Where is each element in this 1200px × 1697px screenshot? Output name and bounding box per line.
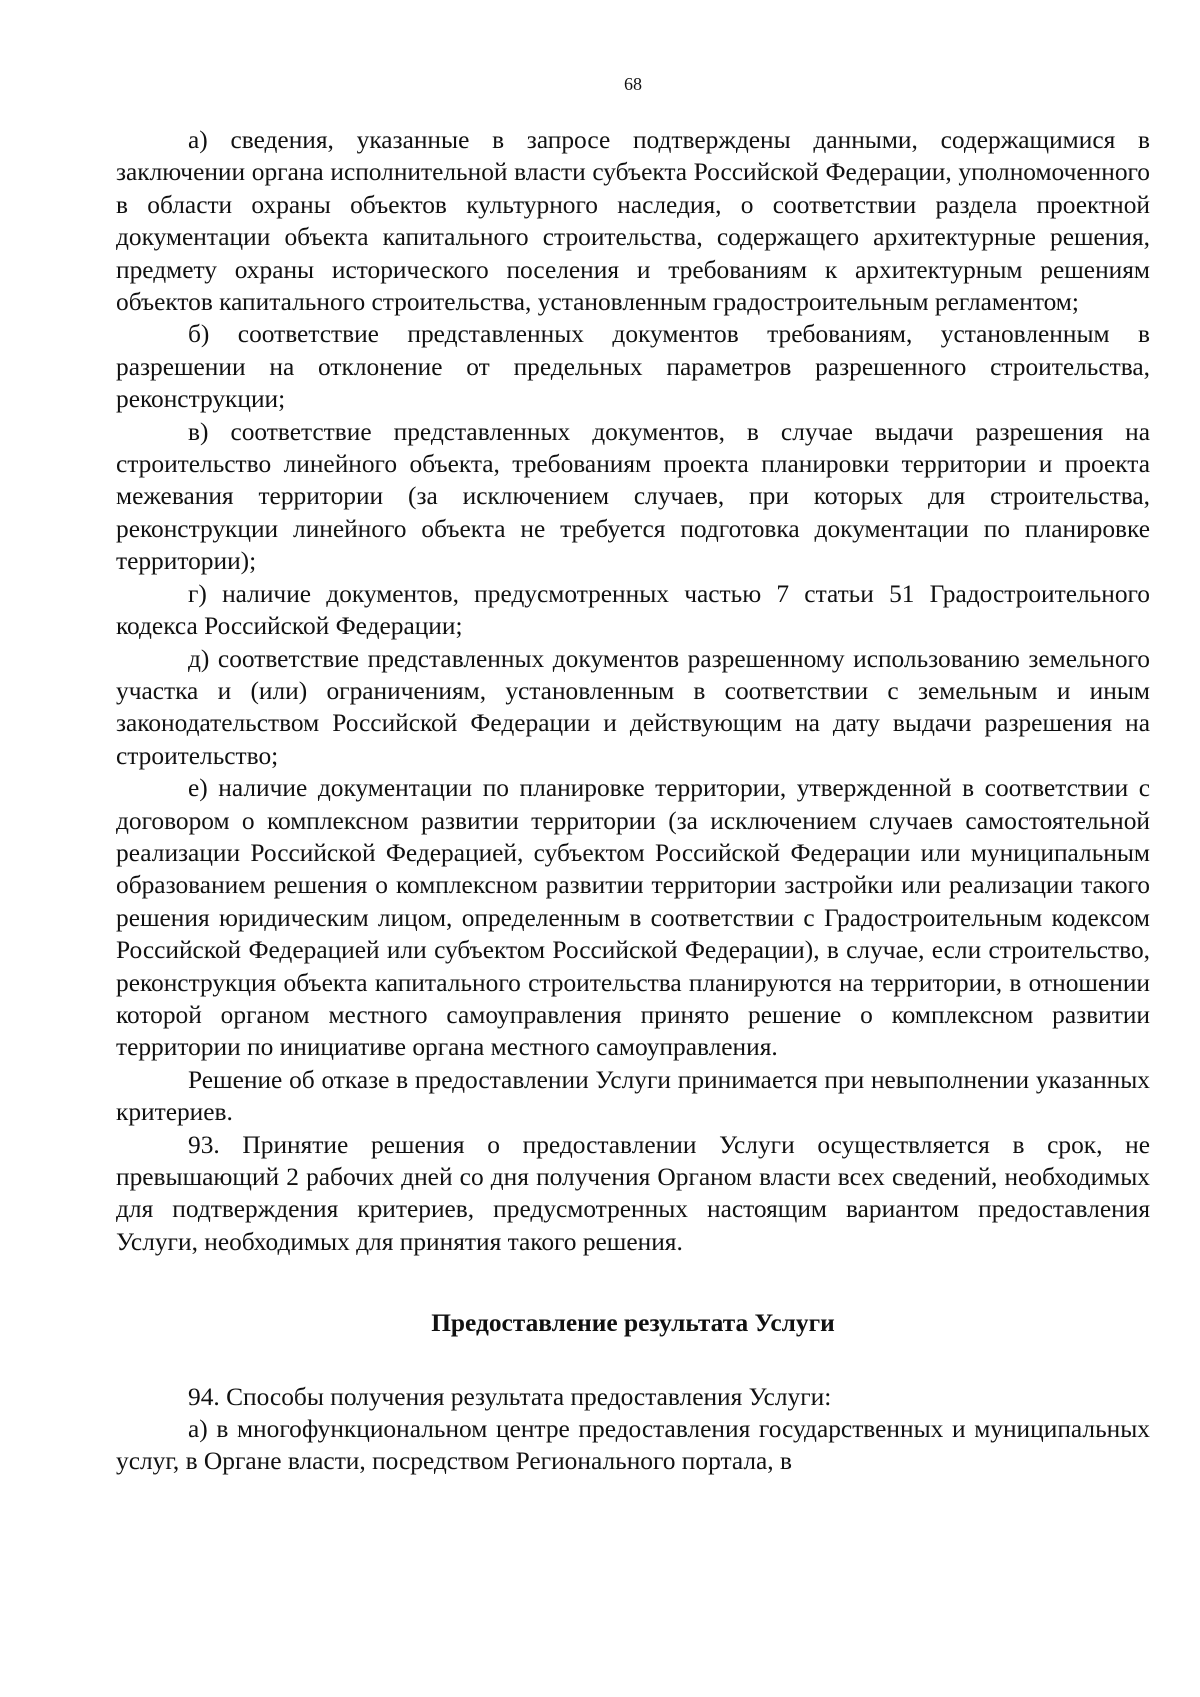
paragraph-94: 94. Способы получения результата предоставления Услуги: (188, 1382, 832, 1411)
paragraph-b-criteria: б) соответствие представленных документов требованиям, установленным в разрешении на отклонение от предельных параметров разрешенного строительства, реконструкции; (116, 320, 1150, 414)
paragraph-refusal-decision: Решение об отказе в предоставлении Услуги принимается при невыполнении указанных критериев. (116, 1065, 1150, 1127)
paragraph-e-criteria: е) наличие документации по планировке территории, утвержденной в соответствии с договором о комплексном развитии территории (за исключением случаев самостоятельной реализации Российской Федерацией, субъектом Российской Федерации или муниципальным образованием решения о комплексном развитии территории застройки или реализации такого решения юридическим лицом, определенным в соответствии с Градостроительным кодексом Российской Федерацией или субъектом Российской Федерации), в случае, если строительство, реконструкция объекта капитального строительства планируются на территории, в отношении которой органом местного самоуправления принято решение о комплексном развитии территории по инициативе органа местного самоуправления. (116, 774, 1150, 1062)
paragraph-94-a: а) в многофункциональном центре предоставления государственных и муниципальных услуг, в Органе власти, посредством Регионального портала, в (116, 1415, 1150, 1476)
paragraph-d-criteria: д) соответствие представленных документов разрешенному использованию земельного участка и (или) ограничениям, установленным в соответствии с земельным и иным законодательством Российской Федерации и действующим на дату выдачи разрешения на строительство; (116, 644, 1150, 770)
section-heading: Предоставление результата Услуги (431, 1309, 835, 1338)
paragraph-g-criteria: г) наличие документов, предусмотренных частью 7 статьи 51 Градостроительного кодекса Российской Федерации; (116, 579, 1150, 641)
paragraph-a-criteria: а) сведения, указанные в запросе подтверждены данными, содержащимися в заключении органа исполнительной власти субъекта Российской Федерации, уполномоченного в области охраны объектов культурного наследия, о соответствии раздела проектной документации объекта капитального строительства, содержащего архитектурные решения, предмету охраны исторического поселения и требованиям к архитектурным решениям объектов капитального строительства, установленным градостроительным регламентом; (116, 126, 1150, 317)
document-body (116, 124, 1150, 1478)
paragraph-93: 93. Принятие решения о предоставлении Услуги осуществляется в срок, не превышающий 2 рабочих дней со дня получения Органом власти всех сведений, необходимых для подтверждения критериев, предусмотренных настоящим вариантом предоставления Услуги, необходимых для принятия такого решения. (116, 1130, 1150, 1256)
paragraph-v-criteria: в) соответствие представленных документов, в случае выдачи разрешения на строительство линейного объекта, требованиям проекта планировки территории и проекта межевания территории (за исключением случаев, при которых для строительства, реконструкции линейного объекта не требуется подготовка документации по планировке территории); (116, 417, 1150, 576)
page-number: 68 (624, 74, 642, 94)
